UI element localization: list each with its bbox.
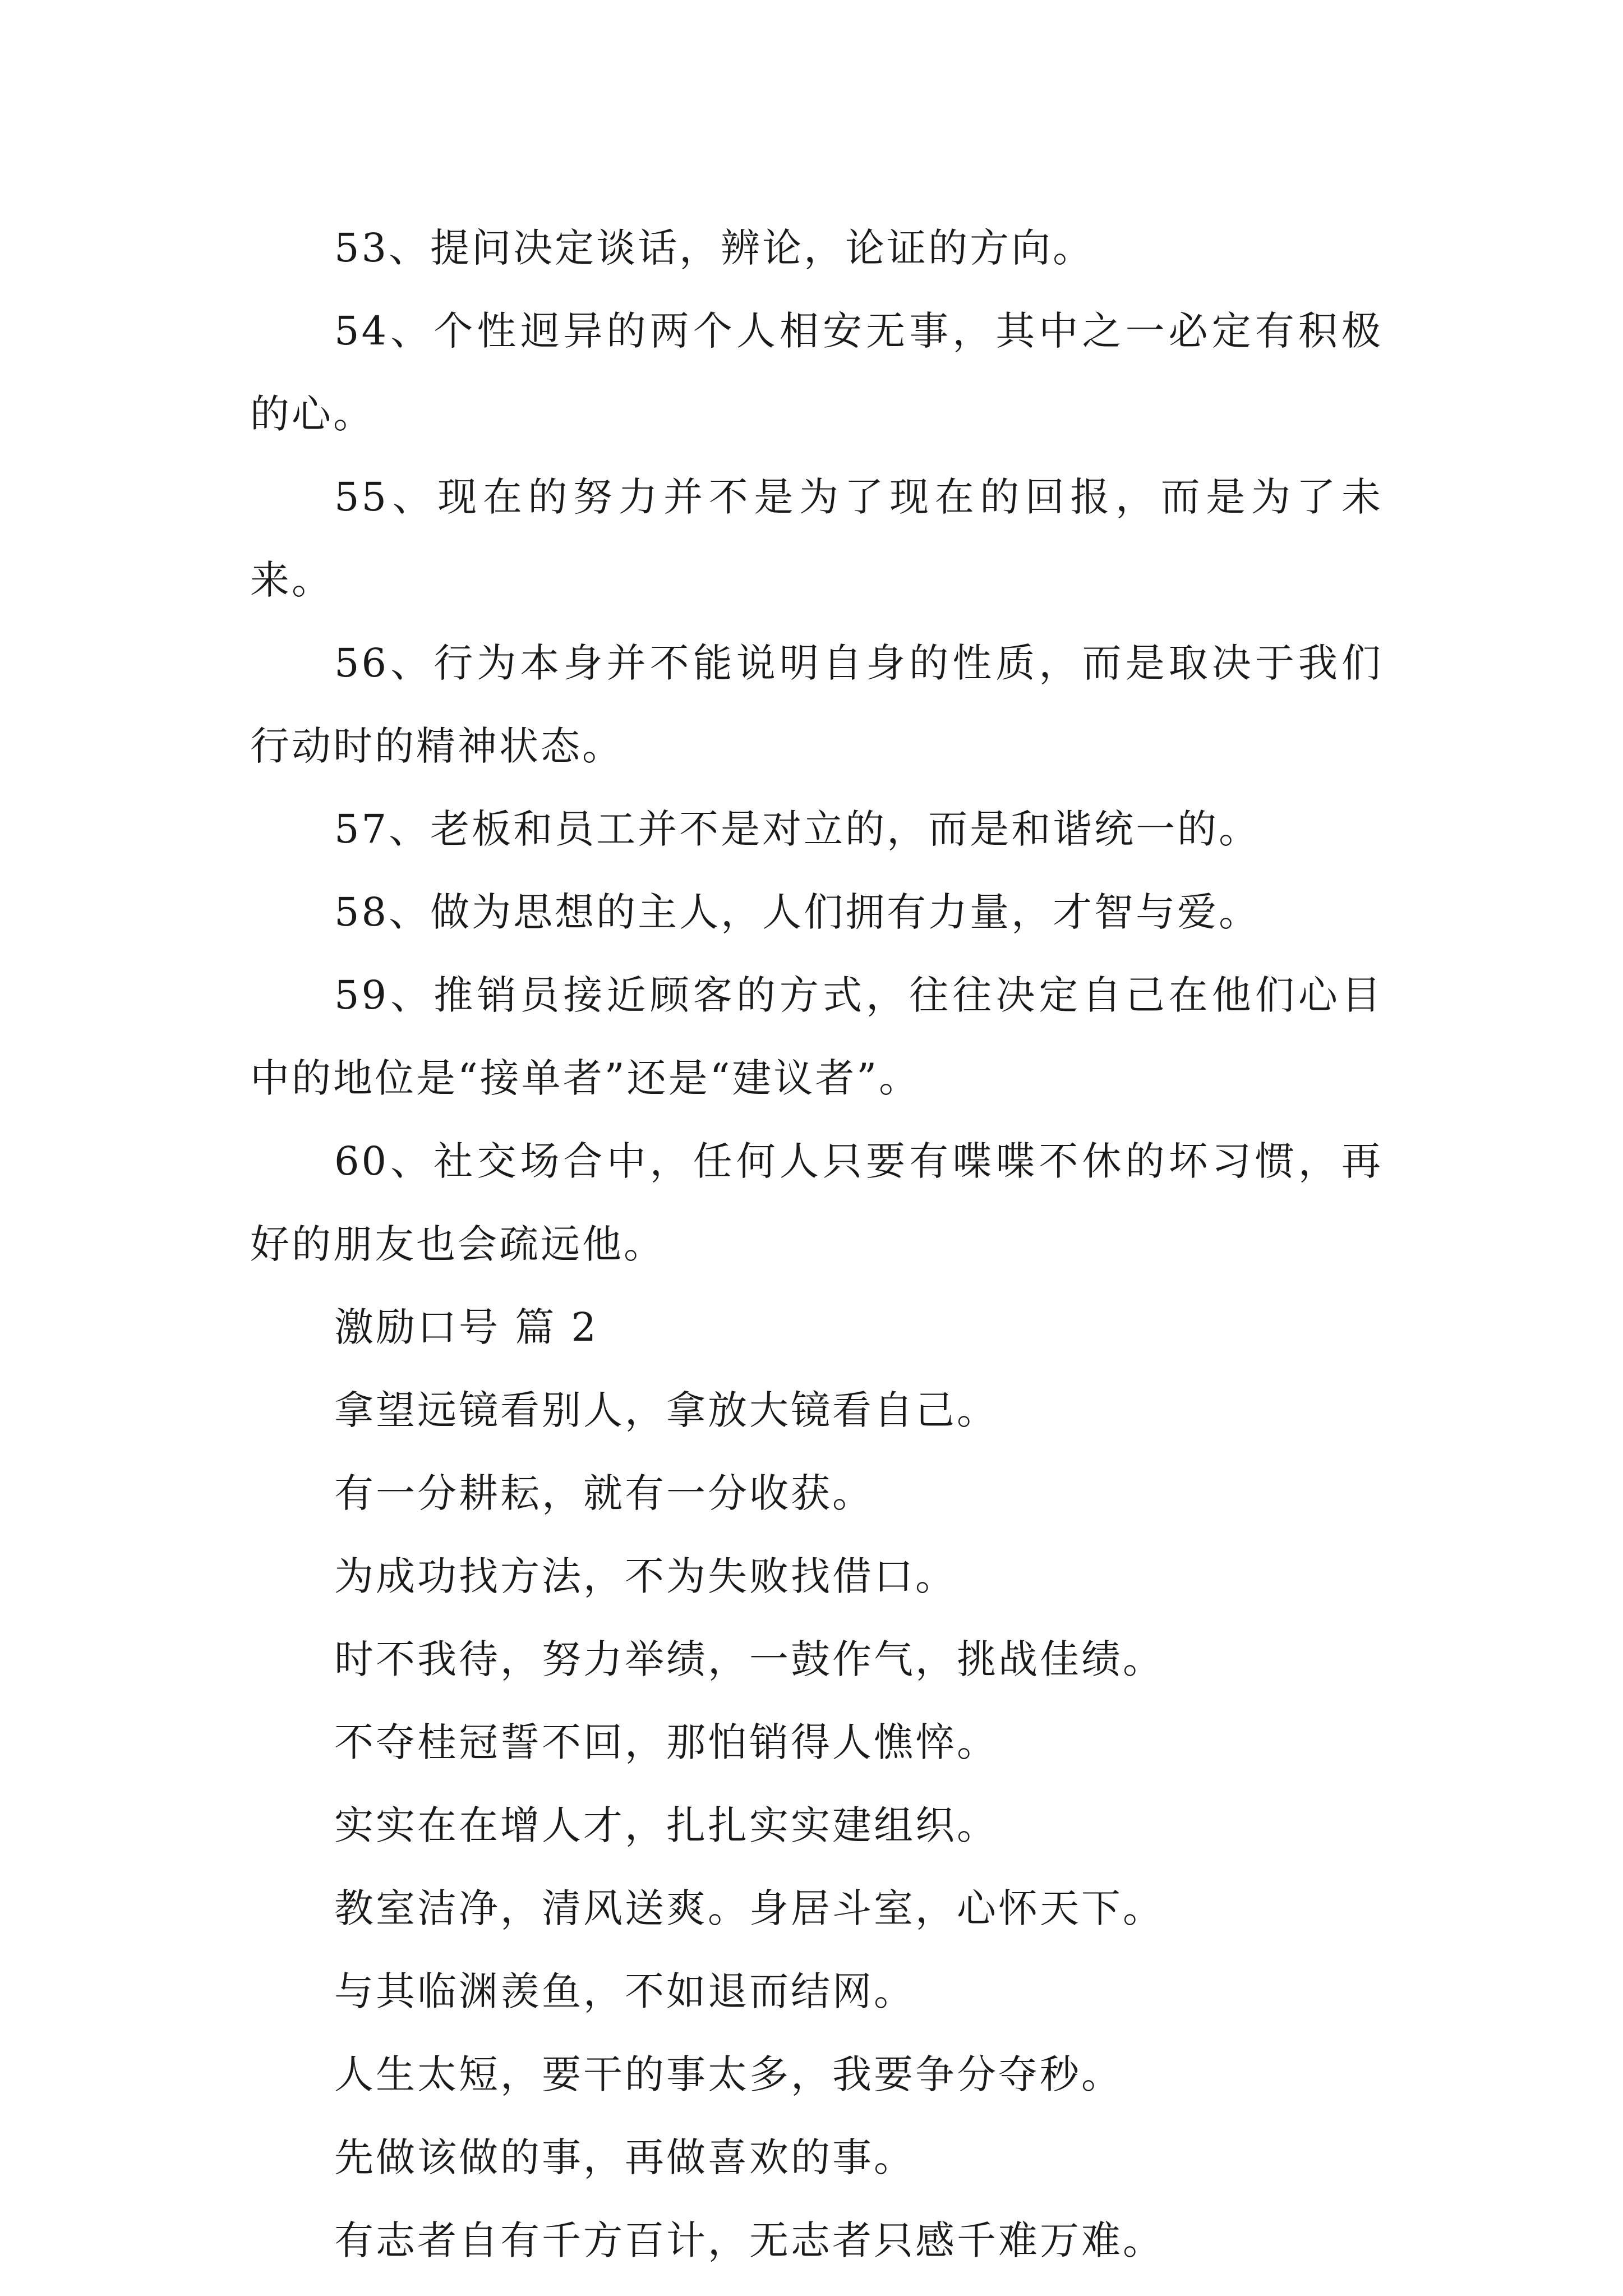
paragraph-59: 59、推销员接近顾客的方式，往往决定自己在他们心目中的地位是“接单者”还是“建议者”。 <box>250 972 1383 1101</box>
slogan-line: 时不我待，努力举绩，一鼓作气，挑战佳绩。 <box>334 1636 1164 1682</box>
section-heading: 激励口号 篇 2 <box>334 1304 599 1350</box>
paragraph-57: 57、老板和员工并不是对立的，而是和谐统一的。 <box>334 806 1261 852</box>
document-body <box>250 206 1383 2282</box>
slogan-line: 先做该做的事，再做喜欢的事。 <box>334 2134 915 2180</box>
paragraph-58: 58、做为思想的主人，人们拥有力量，才智与爱。 <box>334 889 1261 935</box>
paragraph-56: 56、行为本身并不能说明自身的性质，而是取决于我们行动时的精神状态。 <box>250 640 1383 769</box>
slogan-line: 不夺桂冠誓不回，那怕销得人憔悴。 <box>334 1719 998 1765</box>
slogan-line: 拿望远镜看别人，拿放大镜看自己。 <box>334 1387 998 1433</box>
paragraph-53: 53、提问决定谈话，辨论，论证的方向。 <box>334 225 1095 271</box>
slogan-line: 与其临渊羡鱼，不如退而结网。 <box>334 1968 915 2014</box>
slogan-line: 有一分耕耘，就有一分收获。 <box>334 1470 874 1516</box>
slogan-line: 有志者自有千方百计，无志者只感千难万难。 <box>334 2217 1164 2263</box>
slogan-line: 实实在在增人才，扎扎实实建组织。 <box>334 1802 998 1848</box>
slogan-line: 为成功找方法，不为失败找借口。 <box>334 1553 957 1599</box>
paragraph-54: 54、个性迥异的两个人相安无事，其中之一必定有积极的心。 <box>250 308 1383 437</box>
paragraph-55: 55、现在的努力并不是为了现在的回报，而是为了未来。 <box>250 474 1383 603</box>
slogan-line: 人生太短，要干的事太多，我要争分夺秒。 <box>334 2051 1123 2097</box>
paragraph-60: 60、社交场合中，任何人只要有喋喋不休的坏习惯，再好的朋友也会疏远他。 <box>250 1138 1383 1267</box>
slogan-line: 教室洁净，清风送爽。身居斗室，心怀天下。 <box>334 1885 1164 1931</box>
